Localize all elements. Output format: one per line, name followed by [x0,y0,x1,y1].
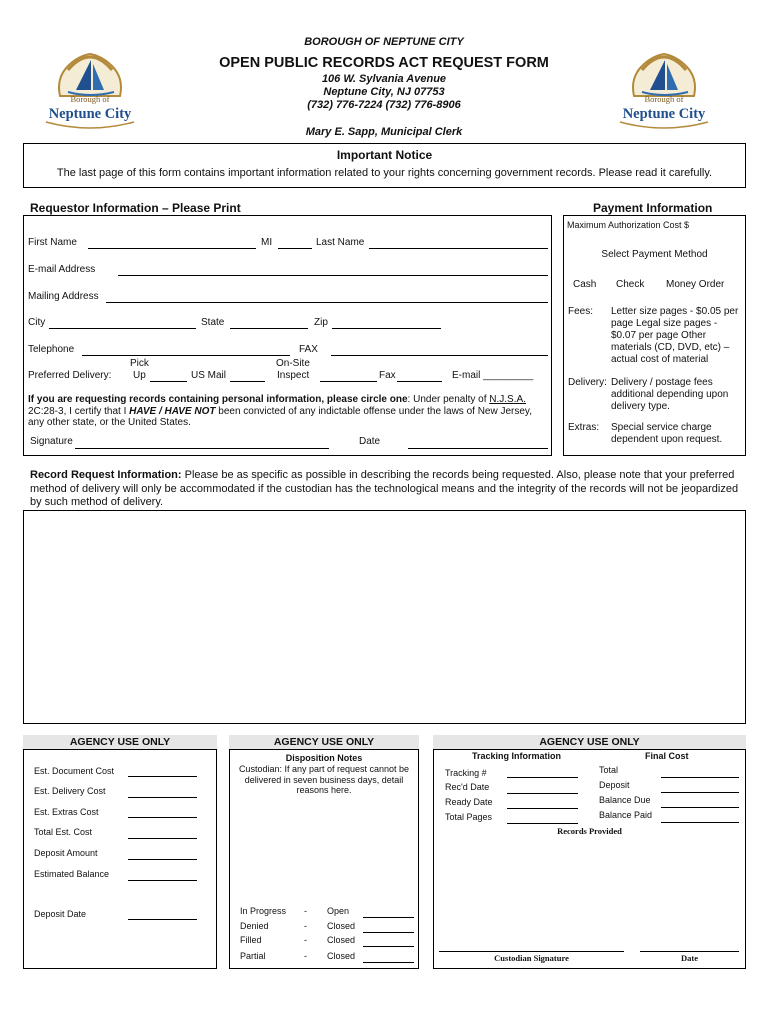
status-label: Filled [240,935,262,945]
mailing-field[interactable] [106,302,548,303]
delivery-label: Delivery: [568,377,607,388]
fax-delivery-field[interactable] [397,381,442,382]
fax-delivery-label: Fax [379,370,396,381]
mailing-label: Mailing Address [28,291,99,302]
agency-cost-label: Est. Document Cost [34,766,115,776]
agency-cost-label: Est. Delivery Cost [34,786,106,796]
email-label: E-mail Address [28,264,96,275]
record-request-text: Please be as specific as possible in describing the records being requested. Also, please note that your preferred method of delivery will only be accommodated if the custodian has the technological means and the integrity of the records will not be jeopardized by such method of delivery. [30,469,739,508]
municipal-clerk: Mary E. Sapp, Municipal Clerk [305,126,463,138]
final-cost-field[interactable] [661,792,739,793]
us-mail-label: US Mail [191,370,227,381]
status-value: Open [327,906,350,916]
record-request-label: Record Request Information: [30,469,182,481]
tracking-field[interactable] [507,808,578,809]
agency-cost-label: Estimated Balance [34,869,110,879]
personal-info-bold: If you are requesting records containing personal information, please circle one [28,394,408,405]
email-delivery-label: E-mail _________ [452,370,534,381]
tracking-field[interactable] [507,823,578,824]
pick-label: Pick [130,358,149,369]
final-cost-field[interactable] [661,777,739,778]
preferred-delivery-label: Preferred Delivery: [28,370,112,381]
status-dash: - [304,906,307,916]
status-dash: - [304,921,307,931]
address-line1: 106 W. Sylvania Avenue [321,73,447,85]
borough-name: BOROUGH OF NEPTUNE CITY [304,36,464,48]
notice-text: The last page of this form contains important information related to your rights concerning government records. Please read it carefully. [56,167,713,179]
mi-label: MI [261,237,273,248]
disposition-text: Custodian: If any part of request cannot be delivered in seven business days, detail reasons here. [238,764,410,795]
delivery-text: Delivery / postage fees additional depending upon delivery type. [611,377,729,412]
logo-bottom-text: Neptune City [622,106,706,122]
deposit-date-field[interactable] [128,919,197,920]
deposit-date-label: Deposit Date [34,909,87,919]
agency-cost-field[interactable] [128,776,197,777]
status-label: Denied [240,921,269,931]
email-field[interactable] [118,275,548,276]
us-mail-field[interactable] [230,381,265,382]
fax-field[interactable] [331,355,548,356]
up-label: Up [133,370,146,381]
date-label: Date [359,436,381,447]
custodian-date-field[interactable] [640,951,739,952]
city-field[interactable] [49,328,196,329]
custodian-date-label: Date [681,953,698,963]
signature-field[interactable] [75,448,329,449]
agency-cost-field[interactable] [128,797,197,798]
state-label: State [201,317,225,328]
personal-info-c: been convicted of any indictable offense under the laws of New Jersey, any other state, or the United States. [28,405,532,428]
select-payment-method: Select Payment Method [601,249,708,260]
records-provided-label: Records Provided [557,826,622,836]
have-option[interactable]: HAVE [129,405,157,417]
final-cost-label: Balance Due [599,795,651,805]
last-name-label: Last Name [316,237,365,248]
status-value: Closed [327,921,356,931]
fax-label: FAX [299,344,318,355]
logo-top-text: Borough of [644,94,684,104]
address-line2: Neptune City, NJ 07753 [323,86,445,98]
last-name-field[interactable] [369,248,548,249]
slash-text: / [156,405,165,417]
state-field[interactable] [230,328,308,329]
fees-text: Letter size pages - $0.05 per page Legal size pages - $0.07 per page Other materials (CD, DVD, etc) – actual cost of material [611,306,739,365]
payment-heading: Payment Information [593,201,713,215]
status-value: Closed [327,951,356,961]
city-label: City [28,317,46,328]
record-request-instructions [30,469,742,510]
zip-field[interactable] [332,328,441,329]
agency-cost-field[interactable] [128,859,197,860]
agency-use-heading-2: AGENCY USE ONLY [229,735,419,749]
status-label: In Progress [240,906,287,916]
payment-cash[interactable]: Cash [573,279,597,290]
tracking-title: Tracking Information [472,751,562,761]
tracking-label: Total Pages [445,812,493,822]
personal-info-b: 2C:28-3, I certify that I [28,405,130,417]
personal-info-certification [28,394,542,429]
personal-info-a: : Under penalty of [407,394,490,405]
custodian-signature-label: Custodian Signature [494,953,569,963]
agency-use-heading-3: AGENCY USE ONLY [433,735,746,749]
tracking-field[interactable] [507,777,578,778]
status-field[interactable] [363,917,414,918]
status-field[interactable] [363,946,414,947]
phone-numbers: (732) 776-7224 (732) 776-8906 [307,99,461,111]
final-cost-label: Deposit [599,780,630,790]
telephone-label: Telephone [28,344,75,355]
final-cost-field[interactable] [661,807,739,808]
disposition-title: Disposition Notes [285,753,363,763]
status-field[interactable] [363,932,414,933]
status-field[interactable] [363,962,414,963]
onsite-field[interactable] [320,381,377,382]
agency-cost-field[interactable] [128,817,197,818]
first-name-label: First Name [28,237,77,248]
status-dash: - [304,951,307,961]
final-cost-label: Total [599,765,619,775]
final-cost-field[interactable] [661,822,739,823]
have-not-option[interactable]: HAVE NOT [164,405,216,417]
tracking-label: Ready Date [445,797,493,807]
onsite-label: On-Site [276,358,310,369]
notice-title: Important Notice [336,148,433,162]
status-label: Partial [240,951,266,961]
extras-label: Extras: [568,422,600,433]
agency-cost-label: Deposit Amount [34,848,98,858]
requestor-heading: Requestor Information – Please Print [30,201,241,215]
telephone-field[interactable] [82,355,290,356]
final-cost-label: Balance Paid [599,810,653,820]
zip-label: Zip [314,317,328,328]
status-value: Closed [327,935,356,945]
payment-check[interactable]: Check [616,279,645,290]
logo-top-text: Borough of [70,94,110,104]
page-title: OPEN PUBLIC RECORDS ACT REQUEST FORM [219,55,549,71]
tracking-label: Rec'd Date [445,782,490,792]
date-field[interactable] [408,448,548,449]
payment-money-order[interactable]: Money Order [666,279,725,290]
extras-text: Special service charge dependent upon request. [611,422,723,445]
njsa-label: N.J.S.A. [489,394,526,405]
agency-cost-field[interactable] [128,880,197,881]
signature-label: Signature [30,436,73,447]
max-auth-cost: Maximum Authorization Cost $ [567,220,690,230]
agency-cost-label: Est. Extras Cost [34,807,99,817]
first-name-field[interactable] [88,248,256,249]
fees-label: Fees: [568,306,594,317]
inspect-label: Inspect [277,370,310,381]
logo-bottom-text: Neptune City [48,106,132,122]
agency-cost-field[interactable] [128,838,197,839]
tracking-field[interactable] [507,793,578,794]
final-cost-title: Final Cost [645,751,689,761]
status-dash: - [304,935,307,945]
mi-field[interactable] [278,248,312,249]
record-request-textarea[interactable] [23,510,746,724]
custodian-signature-field[interactable] [439,951,624,952]
pickup-field[interactable] [150,381,187,382]
tracking-label: Tracking # [445,768,487,778]
agency-use-heading-1: AGENCY USE ONLY [23,735,217,749]
agency-cost-label: Total Est. Cost [34,827,93,837]
